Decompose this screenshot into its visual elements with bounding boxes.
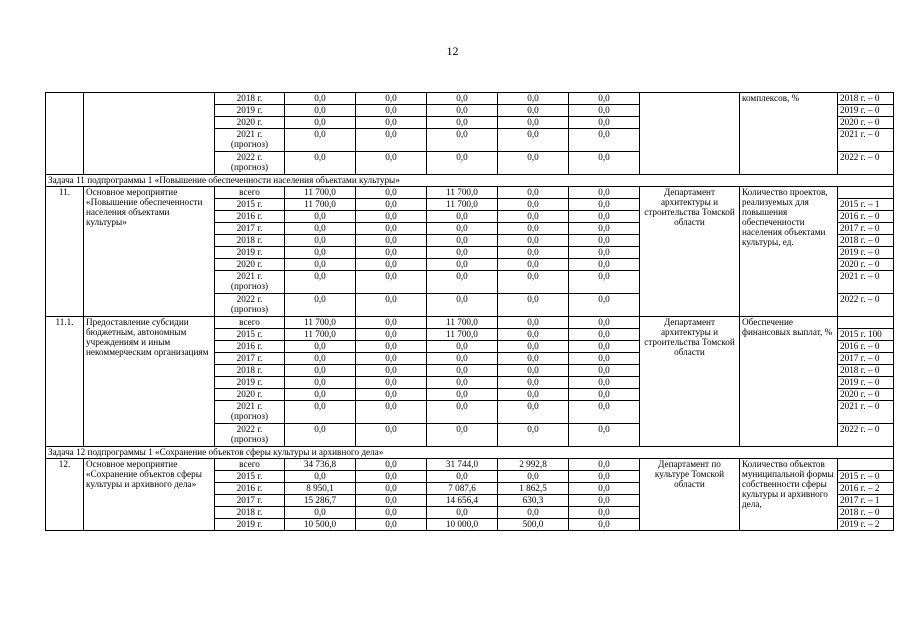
value-cell: 0,0 — [569, 507, 640, 519]
value-cell: 0,0 — [427, 211, 498, 223]
value-cell: 0,0 — [498, 317, 569, 329]
value-cell: 0,0 — [498, 199, 569, 211]
value-cell: 0,0 — [285, 471, 356, 483]
value-cell: 0,0 — [498, 129, 569, 152]
value-cell: 0,0 — [356, 93, 427, 105]
row-number: 12. — [46, 459, 84, 531]
target-cell: 2017 г. – 0 — [838, 353, 894, 365]
value-cell: 11 700,0 — [285, 317, 356, 329]
value-cell: 0,0 — [356, 329, 427, 341]
measure-name: Основное мероприятие «Повышение обеспеченности населения объектами культуры» — [84, 187, 215, 317]
target-cell: 2016 г. – 2 — [838, 483, 894, 495]
year-cell: 2015 г. — [215, 329, 285, 341]
value-cell: 630,3 — [498, 495, 569, 507]
target-cell: 2021 г. – 0 — [838, 129, 894, 152]
value-cell: 0,0 — [427, 377, 498, 389]
table-row — [46, 93, 894, 105]
row-number — [46, 93, 84, 175]
value-cell: 0,0 — [356, 271, 427, 294]
value-cell: 0,0 — [285, 117, 356, 129]
value-cell: 0,0 — [285, 294, 356, 317]
target-cell: 2020 г. – 0 — [838, 389, 894, 401]
value-cell: 0,0 — [356, 341, 427, 353]
target-cell: 2022 г. – 0 — [838, 294, 894, 317]
value-cell: 0,0 — [285, 235, 356, 247]
value-cell: 0,0 — [569, 424, 640, 447]
value-cell: 0,0 — [356, 519, 427, 531]
page-number: 12 — [446, 44, 459, 58]
value-cell: 0,0 — [427, 471, 498, 483]
value-cell: 0,0 — [498, 271, 569, 294]
value-cell: 0,0 — [569, 199, 640, 211]
value-cell: 0,0 — [427, 424, 498, 447]
value-cell: 0,0 — [356, 401, 427, 424]
value-cell: 31 744,0 — [427, 459, 498, 471]
value-cell: 0,0 — [498, 294, 569, 317]
year-cell: 2015 г. — [215, 471, 285, 483]
value-cell: 0,0 — [569, 105, 640, 117]
value-cell: 0,0 — [356, 152, 427, 175]
target-cell: 2015 г. 100 — [838, 329, 894, 341]
value-cell: 0,0 — [356, 507, 427, 519]
value-cell: 0,0 — [569, 341, 640, 353]
value-cell: 0,0 — [569, 471, 640, 483]
year-cell: 2016 г. — [215, 483, 285, 495]
value-cell: 14 656,4 — [427, 495, 498, 507]
executor-cell: Департамент архитектуры и строительства Томской области — [640, 187, 740, 317]
value-cell: 0,0 — [285, 424, 356, 447]
value-cell: 0,0 — [356, 317, 427, 329]
year-cell: 2016 г. — [215, 211, 285, 223]
task-row — [46, 175, 894, 187]
year-cell: 2016 г. — [215, 341, 285, 353]
value-cell: 0,0 — [356, 259, 427, 271]
year-cell: 2017 г. — [215, 353, 285, 365]
value-cell: 0,0 — [498, 117, 569, 129]
value-cell: 0,0 — [285, 341, 356, 353]
indicator-cell: комплексов, % — [740, 93, 838, 175]
value-cell: 0,0 — [356, 365, 427, 377]
measure-name — [84, 93, 215, 175]
table-row — [46, 317, 894, 329]
value-cell: 0,0 — [356, 235, 427, 247]
value-cell: 0,0 — [498, 365, 569, 377]
target-cell: 2019 г. – 0 — [838, 377, 894, 389]
value-cell: 11 700,0 — [427, 187, 498, 199]
value-cell: 11 700,0 — [427, 199, 498, 211]
target-cell: 2019 г. – 0 — [838, 247, 894, 259]
table-row — [46, 187, 894, 199]
value-cell: 0,0 — [285, 271, 356, 294]
value-cell: 0,0 — [427, 401, 498, 424]
year-cell: 2018 г. — [215, 507, 285, 519]
value-cell: 0,0 — [285, 389, 356, 401]
value-cell: 0,0 — [356, 247, 427, 259]
value-cell: 0,0 — [569, 483, 640, 495]
target-cell: 2021 г. – 0 — [838, 401, 894, 424]
value-cell: 0,0 — [285, 353, 356, 365]
value-cell: 0,0 — [569, 93, 640, 105]
value-cell: 10 000,0 — [427, 519, 498, 531]
value-cell: 0,0 — [498, 93, 569, 105]
target-cell: 2020 г. – 0 — [838, 117, 894, 129]
executor-cell — [640, 93, 740, 175]
value-cell: 0,0 — [569, 152, 640, 175]
year-cell: 2017 г. — [215, 223, 285, 235]
value-cell: 0,0 — [356, 377, 427, 389]
value-cell: 0,0 — [285, 259, 356, 271]
value-cell: 0,0 — [498, 329, 569, 341]
target-cell: 2019 г. – 2 — [838, 519, 894, 531]
target-cell: 2017 г. – 0 — [838, 223, 894, 235]
target-cell: 2015 г. – 0 — [838, 471, 894, 483]
value-cell: 0,0 — [427, 271, 498, 294]
value-cell: 34 736,8 — [285, 459, 356, 471]
indicator-cell: Обеспечение финансовых выплат, % — [740, 317, 838, 447]
target-cell: 2017 г. – 1 — [838, 495, 894, 507]
value-cell: 0,0 — [569, 247, 640, 259]
value-cell: 0,0 — [498, 471, 569, 483]
value-cell: 0,0 — [569, 401, 640, 424]
value-cell: 0,0 — [569, 117, 640, 129]
target-cell: 2018 г. – 0 — [838, 235, 894, 247]
value-cell: 0,0 — [427, 259, 498, 271]
year-cell: 2020 г. — [215, 259, 285, 271]
value-cell: 0,0 — [427, 93, 498, 105]
value-cell: 0,0 — [356, 353, 427, 365]
value-cell: 0,0 — [498, 401, 569, 424]
value-cell: 0,0 — [569, 317, 640, 329]
value-cell: 0,0 — [427, 353, 498, 365]
year-cell: 2018 г. — [215, 235, 285, 247]
year-cell: 2018 г. — [215, 365, 285, 377]
value-cell: 0,0 — [427, 389, 498, 401]
value-cell: 0,0 — [569, 495, 640, 507]
task-title: Задача 12 подпрограммы 1 «Сохранение объектов сферы культуры и архивного дела» — [46, 447, 894, 459]
year-cell: 2020 г. — [215, 117, 285, 129]
year-cell: 2019 г. — [215, 519, 285, 531]
value-cell: 7 087,6 — [427, 483, 498, 495]
value-cell: 0,0 — [285, 377, 356, 389]
target-cell: 2021 г. – 0 — [838, 271, 894, 294]
value-cell: 11 700,0 — [427, 317, 498, 329]
value-cell: 0,0 — [356, 117, 427, 129]
value-cell: 0,0 — [427, 507, 498, 519]
value-cell: 0,0 — [356, 294, 427, 317]
value-cell: 0,0 — [569, 459, 640, 471]
value-cell: 0,0 — [427, 235, 498, 247]
value-cell: 0,0 — [427, 247, 498, 259]
target-cell: 2019 г. – 0 — [838, 105, 894, 117]
value-cell: 0,0 — [498, 211, 569, 223]
value-cell: 11 700,0 — [427, 329, 498, 341]
value-cell: 0,0 — [356, 105, 427, 117]
value-cell: 0,0 — [498, 152, 569, 175]
target-cell — [838, 187, 894, 199]
value-cell: 0,0 — [569, 129, 640, 152]
value-cell: 0,0 — [427, 341, 498, 353]
value-cell: 0,0 — [285, 152, 356, 175]
table-row — [46, 459, 894, 471]
task-row — [46, 447, 894, 459]
value-cell: 0,0 — [427, 152, 498, 175]
row-number: 11.1. — [46, 317, 84, 447]
value-cell: 11 700,0 — [285, 187, 356, 199]
measure-name: Основное мероприятие «Сохранение объектов сферы культуры и архивного дела» — [84, 459, 215, 531]
year-cell: 2018 г. — [215, 93, 285, 105]
indicator-cell: Количество объектов муниципальной формы собственности сферы культуры и архивного дела, — [740, 459, 838, 531]
program-table — [45, 92, 894, 531]
value-cell: 0,0 — [569, 329, 640, 341]
value-cell: 0,0 — [569, 294, 640, 317]
year-cell: 2015 г. — [215, 199, 285, 211]
value-cell: 0,0 — [285, 93, 356, 105]
target-cell: 2018 г. – 0 — [838, 93, 894, 105]
task-title: Задача 11 подпрограммы 1 «Повышение обеспеченности населения объектами культуры» — [46, 175, 894, 187]
value-cell: 0,0 — [356, 211, 427, 223]
value-cell: 0,0 — [285, 129, 356, 152]
year-cell: всего — [215, 459, 285, 471]
value-cell: 0,0 — [569, 259, 640, 271]
measure-name: Предоставление субсидии бюджетным, автономным учреждениям и иным некоммерческим организациям — [84, 317, 215, 447]
year-cell: 2019 г. — [215, 377, 285, 389]
value-cell: 0,0 — [498, 353, 569, 365]
year-cell: 2021 г. (прогноз) — [215, 129, 285, 152]
value-cell: 0,0 — [356, 495, 427, 507]
year-cell: всего — [215, 317, 285, 329]
value-cell: 0,0 — [356, 424, 427, 447]
value-cell: 11 700,0 — [285, 329, 356, 341]
value-cell: 15 286,7 — [285, 495, 356, 507]
year-cell: 2021 г. (прогноз) — [215, 401, 285, 424]
value-cell: 0,0 — [356, 223, 427, 235]
year-cell: 2020 г. — [215, 389, 285, 401]
value-cell: 0,0 — [356, 459, 427, 471]
target-cell: 2018 г. – 0 — [838, 507, 894, 519]
value-cell: 0,0 — [498, 223, 569, 235]
value-cell: 0,0 — [569, 377, 640, 389]
executor-cell: Департамент архитектуры и строительства Томской области — [640, 317, 740, 447]
target-cell: 2022 г. – 0 — [838, 152, 894, 175]
year-cell: 2019 г. — [215, 247, 285, 259]
value-cell: 11 700,0 — [285, 199, 356, 211]
value-cell: 0,0 — [569, 353, 640, 365]
value-cell: 0,0 — [285, 401, 356, 424]
value-cell: 0,0 — [427, 223, 498, 235]
value-cell: 0,0 — [285, 105, 356, 117]
value-cell: 0,0 — [285, 247, 356, 259]
value-cell: 0,0 — [427, 117, 498, 129]
value-cell: 0,0 — [498, 377, 569, 389]
year-cell: 2022 г. (прогноз) — [215, 294, 285, 317]
year-cell: 2022 г. (прогноз) — [215, 424, 285, 447]
executor-cell: Департамент по культуре Томской области — [640, 459, 740, 531]
value-cell: 0,0 — [356, 129, 427, 152]
value-cell: 500,0 — [498, 519, 569, 531]
target-cell: 2018 г. – 0 — [838, 365, 894, 377]
value-cell: 0,0 — [427, 129, 498, 152]
value-cell: 0,0 — [356, 471, 427, 483]
value-cell: 0,0 — [285, 507, 356, 519]
value-cell: 0,0 — [356, 199, 427, 211]
value-cell: 0,0 — [569, 211, 640, 223]
row-number: 11. — [46, 187, 84, 317]
target-cell — [838, 459, 894, 471]
target-cell: 2016 г. – 0 — [838, 211, 894, 223]
value-cell: 0,0 — [427, 105, 498, 117]
value-cell: 0,0 — [498, 259, 569, 271]
value-cell: 0,0 — [569, 365, 640, 377]
value-cell: 0,0 — [569, 519, 640, 531]
value-cell: 8 950,1 — [285, 483, 356, 495]
value-cell: 0,0 — [498, 235, 569, 247]
year-cell: всего — [215, 187, 285, 199]
value-cell: 0,0 — [498, 105, 569, 117]
value-cell: 2 992,8 — [498, 459, 569, 471]
value-cell: 10 500,0 — [285, 519, 356, 531]
value-cell: 0,0 — [569, 389, 640, 401]
value-cell: 0,0 — [569, 271, 640, 294]
value-cell: 0,0 — [285, 211, 356, 223]
year-cell: 2021 г. (прогноз) — [215, 271, 285, 294]
value-cell: 0,0 — [498, 507, 569, 519]
target-cell: 2015 г. – 1 — [838, 199, 894, 211]
value-cell: 0,0 — [356, 187, 427, 199]
value-cell: 0,0 — [427, 365, 498, 377]
target-cell: 2016 г. – 0 — [838, 341, 894, 353]
value-cell: 0,0 — [569, 235, 640, 247]
indicator-cell: Количество проектов, реализуемых для повышения обеспеченности населения объектами культуры, ед. — [740, 187, 838, 317]
year-cell: 2019 г. — [215, 105, 285, 117]
target-cell: 2020 г. – 0 — [838, 259, 894, 271]
target-cell: 2022 г. – 0 — [838, 424, 894, 447]
value-cell: 0,0 — [498, 424, 569, 447]
value-cell: 0,0 — [569, 187, 640, 199]
year-cell: 2022 г. (прогноз) — [215, 152, 285, 175]
value-cell: 0,0 — [356, 389, 427, 401]
value-cell: 0,0 — [498, 187, 569, 199]
year-cell: 2017 г. — [215, 495, 285, 507]
value-cell: 0,0 — [569, 223, 640, 235]
target-cell — [838, 317, 894, 329]
value-cell: 0,0 — [498, 247, 569, 259]
value-cell: 0,0 — [498, 341, 569, 353]
value-cell: 0,0 — [427, 294, 498, 317]
value-cell: 0,0 — [498, 389, 569, 401]
value-cell: 0,0 — [285, 223, 356, 235]
value-cell: 0,0 — [285, 365, 356, 377]
value-cell: 0,0 — [356, 483, 427, 495]
value-cell: 1 862,5 — [498, 483, 569, 495]
